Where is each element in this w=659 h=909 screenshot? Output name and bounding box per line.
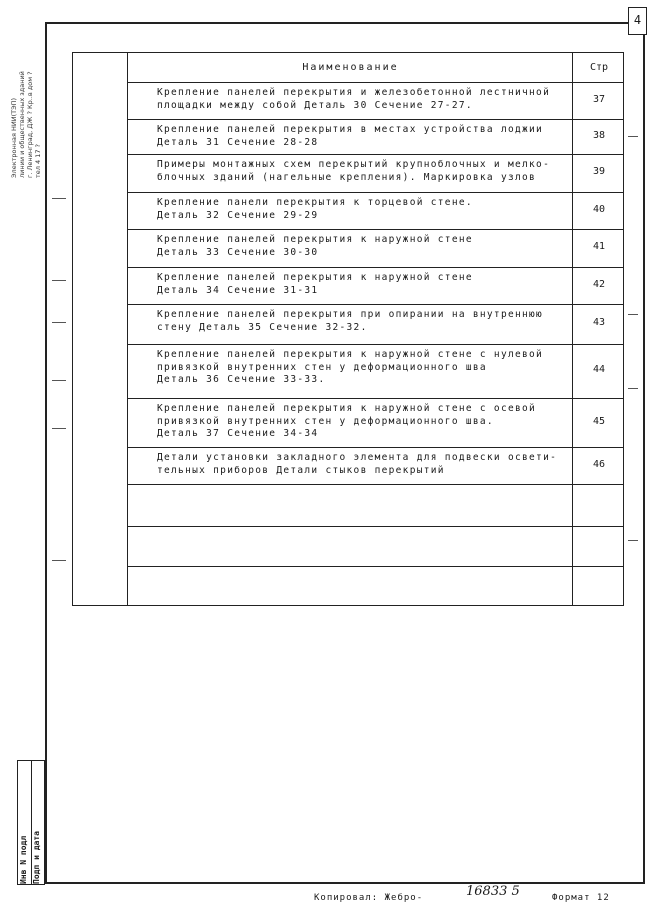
table-row <box>128 192 623 193</box>
organization-stamp <box>8 28 44 178</box>
margin-tick-mark <box>52 380 66 381</box>
margin-tick-mark <box>628 136 638 137</box>
row-page: 41 <box>592 241 606 252</box>
organization-stamp-text: Электронная НИИ(ТЭП) линии и общественных зданий г. Ленинград, ДЖ ? Кр..в дом ? тел 4 17 ? <box>10 71 42 178</box>
row-title: Крепление панелей перекрытия при опирании на внутреннюю стену Деталь 35 Сечение 32-32. <box>157 309 544 333</box>
table-row <box>128 304 623 305</box>
row-page: 46 <box>592 458 606 470</box>
row-page: 42 <box>592 278 606 290</box>
table-left-column-line <box>127 53 128 605</box>
table-row <box>128 154 623 155</box>
row-title: Крепление панелей перекрытия к наружной стене Деталь 33 Сечение 30-30 <box>157 234 473 258</box>
copied-by: Копировал: Жебро- <box>314 893 424 903</box>
document-number: 16833 5 <box>466 884 520 899</box>
row-title: Крепление панелей перекрытия и железобетонной лестничной площадки между собой Деталь 30 Сечение 27-27. <box>157 87 551 111</box>
row-page: 45 <box>592 415 606 427</box>
header-page: Стр <box>589 62 609 73</box>
row-title: Крепление панелей перекрытия в местах устройства лоджии Деталь 31 Сечение 28-28 <box>157 124 544 148</box>
row-page: 37 <box>592 93 606 105</box>
table-row <box>128 82 623 83</box>
row-title: Примеры монтажных схем перекрытий крупноблочных и мелко- блочных зданий (нагельные крепления). Маркировка узлов <box>157 159 551 183</box>
table-row <box>128 526 623 527</box>
row-title: Крепление панели перекрытия к торцевой стене. Деталь 32 Сечение 29-29 <box>157 197 473 221</box>
margin-tick-mark <box>628 314 638 315</box>
row-title: Крепление панелей перекрытия к наружной стене с нулевой привязкой внутренних стен у деформационного шва Деталь 36 Сечение 33-33. <box>157 349 544 385</box>
inventory-number-label: Инв N подл <box>19 835 28 884</box>
margin-tick-mark <box>52 322 66 323</box>
margin-tick-mark <box>628 540 638 541</box>
row-title: Крепление панелей перекрытия к наружной стене с осевой привязкой внутренних стен у деформационного шва. Деталь 37 Сечение 34-34 <box>157 403 537 439</box>
signature-block <box>17 760 45 885</box>
table-row <box>128 484 623 485</box>
header-name: Наименование <box>302 62 399 73</box>
sheet-format: Формат 12 <box>552 893 610 903</box>
row-page: 43 <box>592 317 606 328</box>
table-row <box>128 398 623 399</box>
row-title: Детали установки закладного элемента для подвески освети- тельных приборов Детали стыков перекрытий <box>157 452 558 476</box>
page-number: 4 <box>628 7 647 35</box>
margin-tick-mark <box>52 198 66 199</box>
table-row <box>128 229 623 230</box>
table-row <box>128 119 623 120</box>
table-row <box>128 267 623 268</box>
margin-tick-mark <box>52 428 66 429</box>
contents-table <box>72 52 624 606</box>
margin-tick-mark <box>52 280 66 281</box>
row-page: 40 <box>592 203 606 215</box>
margin-tick-mark <box>52 560 66 561</box>
table-row <box>128 344 623 345</box>
signature-date-label: Подп и дата <box>32 831 41 884</box>
row-page: 39 <box>592 166 606 177</box>
row-title: Крепление панелей перекрытия к наружной стене Деталь 34 Сечение 31-31 <box>157 272 473 296</box>
row-page: 38 <box>592 129 606 141</box>
table-row <box>128 447 623 448</box>
table-row <box>128 566 623 567</box>
row-page: 44 <box>592 364 606 375</box>
margin-tick-mark <box>628 388 638 389</box>
